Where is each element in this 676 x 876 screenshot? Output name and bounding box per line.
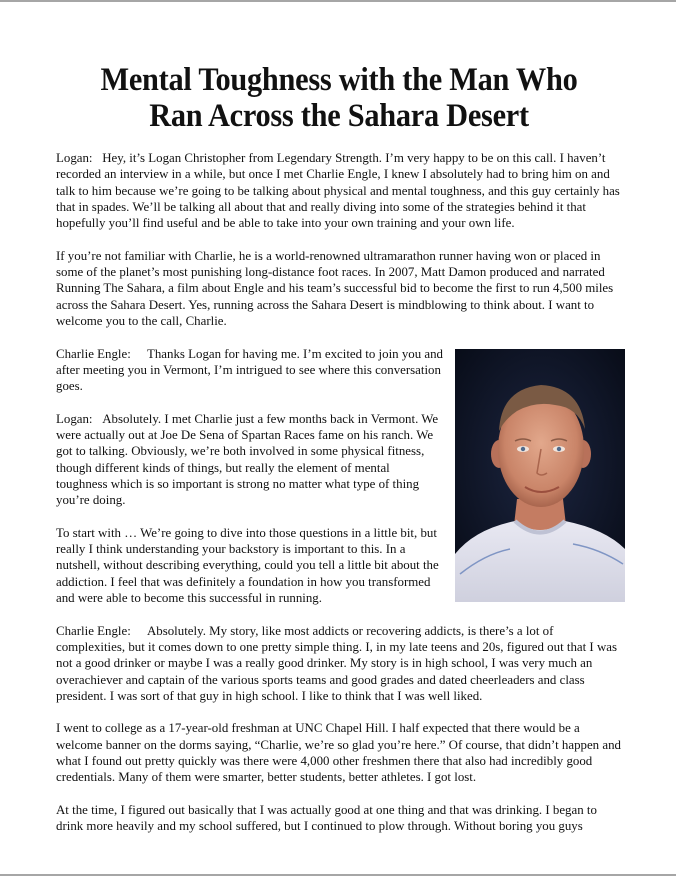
transcript-body: [56, 150, 622, 851]
paragraph-text: Thanks Logan for having me. I’m excited to join you and after meeting you in Vermont, I’m intrigued to see where this conversation goes.: [56, 346, 444, 394]
paragraph-text: Absolutely. I met Charlie just a few months back in Vermont. We were actually out at Joe De Sena of Spartan Races fame on his ranch. We got to talking. Obviously, we’re both involved in some physical fitness, though different kinds of things, but really the element of mental toughness which is so important is strong no matter what type of thing you’re doing.: [56, 411, 439, 508]
speaker-label: Charlie Engle:: [56, 623, 131, 638]
speaker-label: Logan:: [56, 151, 93, 165]
paragraph: [56, 720, 622, 785]
paragraph: [56, 150, 622, 231]
paragraph-text: To start with … We’re going to dive into those questions in a little bit, but really I think understanding your backstory is important to this. In a nutshell, without describing everything, could you tell a little bit about the addiction. I feel that was definitely a foundation in how you transformed and were able to become this successful in running.: [56, 525, 439, 606]
paragraph-text: I went to college as a 17-year-old freshman at UNC Chapel Hill. I half expected that there would be a welcome banner on the dorms saying, “Charlie, we’re so glad you’re here.” Of course, that didn’t happen and what I found out pretty quickly was there were 4,000 other freshmen there that also had incredibly good credentials. Many of them were smarter, better students, better athletes. I got lost.: [56, 721, 621, 785]
paragraph: [56, 802, 622, 835]
speaker-label: Logan:: [56, 411, 93, 426]
paragraph-text: At the time, I figured out basically that I was actually good at one thing and that was drinking. I began to drink more heavily and my school suffered, but I continued to plow through. Without boring you guys: [56, 802, 597, 834]
portrait-image: [455, 349, 625, 602]
photo-wrap-section: [56, 346, 622, 607]
title-line-1: Mental Toughness with the Man Who: [100, 62, 578, 98]
paragraph-text: If you’re not familiar with Charlie, he is a world-renowned ultramarathon runner having won or placed in some of the planet’s most punishing long-distance foot races. In 2007, Matt Damon produced and narrated Running The Sahara, a film about Engle and his team’s successful bid to become the first to run 4,500 miles across the Sahara Desert. Yes, running across the Sahara Desert is mindblowing to think about. I want to welcome you to the call, Charlie.: [56, 248, 614, 328]
paragraph-text: Absolutely. My story, like most addicts or recovering addicts, is there’s a lot of complexities, but it comes down to one pretty simple thing. I, in my late teens and 20s, figured out that I was not a good drinker or maybe I was a really good drinker. My story is in high school, I was very much an overachiever and captain of the various sports teams and good grades and dated cheerleaders and class president. I was sort of that guy in high school. I like to think that I was well liked.: [56, 623, 617, 703]
speaker-label: Charlie Engle:: [56, 346, 131, 361]
document-page: [56, 62, 622, 834]
document-title: [79, 62, 600, 134]
page-top-border: [0, 0, 676, 2]
title-line-2: Ran Across the Sahara Desert: [149, 98, 529, 134]
paragraph: [56, 623, 622, 704]
paragraph: [56, 248, 622, 329]
portrait-photo: [455, 349, 625, 602]
paragraph-text: Hey, it’s Logan Christopher from Legendary Strength. I’m very happy to be on this call. I haven’t recorded an interview in a while, but once I met Charlie Engle, I knew I absolutely had to bring him on and talk to him because we’re going to be talking about physical and mental toughness, and this guy certainly has that in spades. We’ll be talking all about that and really diving into some of the strategies behind it that hopefully you’ll find useful and be able to take into your own training and your own life.: [56, 151, 620, 231]
